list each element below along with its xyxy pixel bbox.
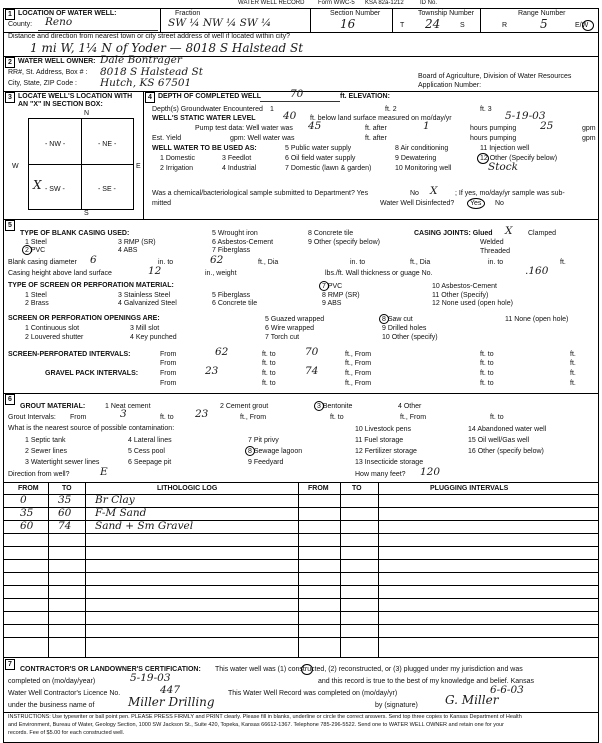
use-feedlot: 3 Feedlot: [222, 155, 252, 162]
joints-clamped: Clamped: [528, 230, 557, 237]
mitted-label: mitted: [152, 200, 172, 207]
business-name: Miller Drilling: [128, 695, 215, 709]
casing-height-label: Casing height above land surface: [8, 270, 112, 277]
static-level-value: 40: [283, 110, 297, 122]
casing-label: TYPE OF BLANK CASING USED:: [20, 230, 130, 237]
opening-other: 10 Other (specify): [382, 334, 438, 341]
perf-ft-from-2: ft., From: [345, 360, 372, 367]
licence-value: 447: [160, 684, 181, 696]
disinfected-yes-circle: [467, 198, 485, 209]
ft-dia-label: ft., Dia: [258, 259, 279, 266]
gravel-ft-to: ft. to: [262, 370, 276, 377]
gw-encountered-label: Depth(s) Groundwater Encountered: [152, 106, 263, 113]
elevation-label: ft. ELEVATION:: [340, 93, 390, 100]
township-label: Township Number: [418, 10, 475, 17]
opening-saw-circle: [379, 314, 389, 324]
log-row-3-to: 74: [58, 520, 72, 532]
instructions-line-3: records. Fee of $5.00 for each constructed well.: [8, 730, 125, 736]
screen-abs: 9 ABS: [322, 300, 342, 307]
use-public: 5 Public water supply: [285, 145, 352, 152]
static-level-tail: ft. below land surface measured on mo/day/yr: [310, 115, 452, 122]
grout-bentonite: 3 Bentonite: [317, 403, 353, 410]
screen-steel: 1 Steel: [25, 292, 47, 299]
use-label: WELL WATER TO BE USED AS:: [152, 145, 257, 152]
true-text: and this record is true to the best of my knowledge and belief. Kansas: [318, 678, 534, 685]
township-t: T: [400, 22, 405, 29]
owner-label: WATER WELL OWNER:: [18, 58, 96, 65]
compass-e: E: [136, 163, 141, 170]
screen-pvc-circle: [319, 281, 329, 291]
casing-asbestos: 6 Asbestos-Cement: [212, 239, 274, 246]
grout-ft-from: ft., From: [240, 414, 267, 421]
fraction-value: SW ¼ NW ¼ SW ¼: [168, 17, 272, 29]
distance-label: Distance and direction from nearest town or city street address of well if located within city?: [8, 33, 291, 40]
application-number-label: Application Number:: [418, 82, 482, 89]
contam-label: What is the nearest source of possible contamination:: [8, 425, 175, 432]
screen-rmp: 8 RMP (SR): [322, 292, 360, 299]
use-dewatering: 9 Dewatering: [395, 155, 437, 162]
log-header-from: FROM: [18, 485, 39, 492]
contam-lagoon-circle: [245, 446, 255, 456]
log-row-1-desc: Br Clay: [95, 494, 135, 506]
est-yield-gpm: gpm: Well water was: [230, 135, 295, 142]
blank-dia-label: Blank casing diameter: [8, 259, 77, 266]
grout-ft-to-2: ft. to: [330, 414, 344, 421]
contam-lagoon: 8 Sewage lagoon: [248, 448, 303, 455]
log-row-2-from: 35: [20, 507, 34, 519]
section-1-number: 1: [5, 9, 15, 20]
grout-ft-to: ft. to: [160, 414, 174, 421]
use-other: 12 Other (Specify below): [480, 155, 558, 162]
gravel-from-label: From: [160, 370, 177, 377]
contam-livestock: 10 Livestock pens: [355, 426, 412, 433]
grout-cement: 2 Cement grout: [220, 403, 269, 410]
grout-from-value: 3: [120, 408, 127, 420]
log-row-3-from: 60: [20, 520, 34, 532]
gw-1: 1: [270, 106, 274, 113]
hours-pumping-label: hours pumping: [470, 125, 517, 132]
casing-pvc: 2 PVC: [25, 247, 46, 254]
casing-pvc-circle: [22, 245, 32, 255]
quad-nw: - NW -: [45, 141, 66, 148]
screen-brass: 2 Brass: [25, 300, 49, 307]
board-label: Board of Agriculture, Division of Water Resources: [418, 73, 572, 80]
gravel-ft-to-2: ft. to: [480, 370, 494, 377]
section-number-label: Section Number: [330, 10, 381, 17]
opening-continuous: 1 Continuous slot: [25, 325, 80, 332]
completed-date: 5-19-03: [130, 672, 171, 684]
ksa-ref: KSA 82a-1212: [365, 0, 404, 6]
joints-welded: Welded: [480, 239, 504, 246]
quad-ne: - NE -: [98, 141, 117, 148]
grout-neat: 1 Neat cement: [105, 403, 151, 410]
form-title: WATER WELL RECORD: [238, 0, 305, 6]
constructed-circle: [301, 664, 313, 675]
perf-from-label: From: [160, 351, 177, 358]
casing-abs: 4 ABS: [118, 247, 138, 254]
section-2-number: 2: [5, 57, 15, 68]
compass-s: S: [84, 210, 89, 217]
gpm-label-2: gpm: [582, 135, 596, 142]
depth-value: 70: [290, 88, 304, 100]
compass-w: W: [12, 163, 19, 170]
grout-intervals-label: Grout Intervals:: [8, 414, 56, 421]
depth-label: DEPTH OF COMPLETED WELL: [158, 93, 262, 100]
fraction-label: Fraction: [175, 10, 201, 17]
after-value: 1: [423, 120, 430, 132]
log-row-2-to: 60: [58, 507, 72, 519]
grout-from-label: From: [70, 414, 87, 421]
screen-label: TYPE OF SCREEN OR PERFORATION MATERIAL:: [8, 282, 174, 289]
gpm-label: gpm: [582, 125, 596, 132]
locate-label: LOCATE WELL'S LOCATION WITH: [18, 93, 133, 100]
city-label: City, State, ZIP Code :: [8, 80, 77, 87]
log-header-to: TO: [62, 485, 72, 492]
after-label: ft. after: [365, 125, 387, 132]
pump-test-label: Pump test data: Well water was: [195, 125, 293, 132]
contam-insecticide: 13 Insecticide storage: [355, 459, 424, 466]
contam-other: 16 Other (specify below): [468, 448, 544, 455]
use-other-value: Stock: [488, 161, 518, 173]
gravel-ft-to-4: ft. to: [480, 380, 494, 387]
gravel-label: GRAVEL PACK INTERVALS:: [45, 370, 139, 377]
gw-3: ft. 3: [480, 106, 492, 113]
chem-sample-label: Was a chemical/bacteriological sample submitted to Department? Yes: [152, 190, 369, 197]
grout-ft-to-3: ft. to: [490, 414, 504, 421]
quad-se: - SE -: [98, 186, 116, 193]
log-header-lithologic: LITHOLOGIC LOG: [157, 485, 218, 492]
contam-cess: 5 Cess pool: [128, 448, 165, 455]
perf-ft-2: ft.: [570, 360, 576, 367]
city-value: Hutch, KS 67501: [100, 77, 192, 89]
east-circle: [582, 20, 594, 31]
county-label: County:: [8, 21, 33, 28]
casing-height-value: 12: [148, 265, 162, 277]
compass-n: N: [84, 110, 90, 117]
contam-pit-privy: 7 Pit privy: [248, 437, 279, 444]
cert-label: CONTRACTOR'S OR LANDOWNER'S CERTIFICATION:: [20, 666, 201, 673]
record-completed-date: 6-6-03: [490, 684, 524, 696]
joints-label: CASING JOINTS: Glued: [414, 230, 493, 237]
section-5-number: 5: [5, 220, 15, 231]
grout-other: 4 Other: [398, 403, 422, 410]
gw-2: ft. 2: [385, 106, 397, 113]
hours-pumping-value: 25: [540, 120, 554, 132]
log-header-to-2: TO: [352, 485, 362, 492]
joints-glued-mark: X: [505, 225, 513, 237]
grout-ft-from-2: ft., From: [400, 414, 427, 421]
in-to-label-2: in. to: [350, 259, 366, 266]
static-date: 5-19-03: [505, 110, 546, 122]
screen-galvanized: 4 Galvanized Steel: [118, 300, 177, 307]
casing-rmp: 3 RMP (SR): [118, 239, 156, 246]
range-value: 5: [540, 17, 548, 31]
grout-to-value: 23: [195, 408, 209, 420]
how-many-feet-label: How many feet?: [355, 471, 406, 478]
address-value: 8018 S Halstead St: [100, 66, 203, 78]
gravel-from-value: 23: [205, 365, 219, 377]
opening-torch: 7 Torch cut: [265, 334, 300, 341]
casing-wrought: 5 Wrought iron: [212, 230, 258, 237]
record-completed-label: This Water Well Record was completed on (mo/day/yr): [228, 690, 398, 697]
perf-to-value: 70: [305, 346, 319, 358]
id-no-label: ID No.: [420, 0, 438, 6]
disinfected-yes: Yes: [470, 200, 482, 207]
contam-septic: 1 Septic tank: [25, 437, 66, 444]
screen-other: 11 Other (Specify): [432, 292, 489, 299]
use-lawn: 7 Domestic (lawn & garden): [285, 165, 372, 172]
opening-mill: 3 Mill slot: [130, 325, 160, 332]
est-yield-label: Est. Yield: [152, 135, 182, 142]
disinfected-label: Water Well Disinfected?: [380, 200, 455, 207]
range-ew: E/W: [575, 22, 589, 29]
range-label: Range Number: [518, 10, 566, 17]
completed-on-label: completed on (mo/day/year): [8, 678, 96, 685]
perf-ft-from: ft., From: [345, 351, 372, 358]
contam-abandoned: 14 Abandoned water well: [468, 426, 547, 433]
gravel-ft-2: ft.: [570, 380, 576, 387]
owner-name: Dale Bontrager: [100, 54, 182, 66]
township-value: 24: [425, 17, 441, 31]
in-to-value: 62: [210, 254, 224, 266]
opening-louvered: 2 Louvered shutter: [25, 334, 84, 341]
ft-dia-label-2: ft., Dia: [410, 259, 431, 266]
after-label-2: ft. after: [365, 135, 387, 142]
log-row-2-desc: F-M Sand: [95, 507, 147, 519]
section-3-number: 3: [5, 92, 15, 103]
casing-steel: 1 Steel: [25, 239, 47, 246]
contam-feedyard: 9 Feedyard: [248, 459, 284, 466]
use-monitoring: 10 Monitoring well: [395, 165, 452, 172]
section-4-number: 4: [145, 92, 155, 103]
log-header-plugging: PLUGGING INTERVALS: [430, 485, 509, 492]
gravel-to-value: 74: [305, 365, 319, 377]
perf-from-label-2: From: [160, 360, 177, 367]
grout-bentonite-circle: [314, 401, 324, 411]
perf-ft-to-4: ft. to: [480, 360, 494, 367]
log-row-1-from: 0: [20, 494, 27, 506]
section-7-number: 7: [5, 659, 15, 670]
quad-sw: - SW -: [45, 186, 65, 193]
contam-lateral: 4 Lateral lines: [128, 437, 172, 444]
screen-asbestos: 10 Asbestos-Cement: [432, 283, 497, 290]
direction-label: Direction from well?: [8, 471, 70, 478]
casing-fiberglass: 7 Fiberglass: [212, 247, 251, 254]
section-number-value: 16: [340, 17, 356, 31]
county-value: Reno: [45, 16, 73, 28]
casing-concrete: 8 Concrete tile: [308, 230, 354, 237]
opening-saw: 8 Saw cut: [382, 316, 413, 323]
chem-no-label: No: [410, 190, 419, 197]
section-6-number: 6: [5, 394, 15, 405]
gravel-ft-from: ft., From: [345, 370, 372, 377]
opening-drilled: 9 Drilled holes: [382, 325, 427, 332]
use-injection: 11 Injection well: [480, 145, 530, 152]
opening-guazed: 5 Guazed wrapped: [265, 316, 325, 323]
screen-fiberglass: 5 Fiberglass: [212, 292, 251, 299]
hours-pumping-label-2: hours pumping: [470, 135, 517, 142]
contam-fertilizer: 12 Fertilizer storage: [355, 448, 417, 455]
log-row-3-desc: Sand + Sm Gravel: [95, 520, 194, 532]
grout-label: GROUT MATERIAL:: [20, 403, 86, 410]
township-s: S: [460, 22, 465, 29]
chem-no-mark: X: [430, 185, 438, 197]
business-label: under the business name of: [8, 702, 95, 709]
contam-seepage: 6 Seepage pit: [128, 459, 172, 466]
perf-from-value: 62: [215, 346, 229, 358]
in-to-label: in. to: [158, 259, 174, 266]
blank-dia-value: 6: [90, 254, 97, 266]
casing-other: 9 Other (specify below): [308, 239, 380, 246]
locate-label-2: AN "X" IN SECTION BOX:: [18, 101, 103, 108]
perf-ft-to-2: ft. to: [480, 351, 494, 358]
form-number: Form WWC-5: [318, 0, 355, 6]
feet-value: 120: [420, 466, 441, 478]
gauge-value: .160: [525, 265, 549, 277]
perf-ft-to-3: ft. to: [262, 360, 276, 367]
gravel-ft-from-2: ft., From: [345, 380, 372, 387]
log-row-1-to: 35: [58, 494, 72, 506]
contam-sewer: 2 Sewer lines: [25, 448, 68, 455]
contam-oil-gas: 15 Oil well/Gas well: [468, 437, 530, 444]
distance-value: 1 mi W, 1¼ N of Yoder — 8018 S Halstead St: [30, 41, 304, 55]
gravel-from-label-2: From: [160, 380, 177, 387]
signature: G. Miller: [445, 693, 499, 707]
perf-label: SCREEN-PERFORATED INTERVALS:: [8, 351, 131, 358]
use-domestic: 1 Domestic: [160, 155, 196, 162]
opening-wire: 6 Wire wrapped: [265, 325, 315, 332]
location-label: LOCATION OF WATER WELL:: [18, 10, 117, 17]
range-r: R: [502, 22, 508, 29]
in-to-label-3: in. to: [488, 259, 504, 266]
disinfected-no: No: [495, 200, 504, 207]
perf-ft: ft.: [570, 351, 576, 358]
wall-thickness-label: lbs./ft. Wall thickness or guage No.: [325, 270, 433, 277]
chem-tail: ; If yes, mo/day/yr sample was sub-: [455, 190, 565, 197]
licence-label: Water Well Contractor's Licence No.: [8, 690, 121, 697]
opening-none: 11 None (open hole): [505, 316, 569, 323]
location-mark: X: [33, 178, 42, 192]
gravel-ft-to-3: ft. to: [262, 380, 276, 387]
gravel-ft: ft.: [570, 370, 576, 377]
weight-label: in., weight: [205, 270, 237, 277]
openings-label: SCREEN OR PERFORATION OPENINGS ARE:: [8, 315, 160, 322]
use-irrigation: 2 Irrigation: [160, 165, 194, 172]
address-label: RR#, St. Address, Box # :: [8, 69, 88, 76]
joints-threaded: Threaded: [480, 248, 510, 255]
contam-watertight: 3 Watertight sewer lines: [25, 459, 100, 466]
perf-ft-to: ft. to: [262, 351, 276, 358]
pump-test-value: 45: [308, 120, 322, 132]
static-level-label: WELL'S STATIC WATER LEVEL: [152, 115, 256, 122]
signature-label: by (signature): [375, 702, 418, 709]
screen-none: 12 None used (open hole): [432, 300, 513, 307]
instructions-line-1: INSTRUCTIONS: Use typewriter or ball point pen. PLEASE PRESS FIRMLY and PRINT clearly. Please fill in blanks, underline or circle the correct answers. Send top three copies to Kansas Department of Health: [8, 714, 522, 720]
ft-label: ft.: [560, 259, 566, 266]
log-header-from-2: FROM: [308, 485, 329, 492]
use-air: 8 Air conditioning: [395, 145, 449, 152]
contam-fuel: 11 Fuel storage: [355, 437, 404, 444]
direction-value: E: [100, 466, 108, 478]
screen-pvc: 7 PVC: [322, 283, 343, 290]
instructions-line-2: and Environment, Bureau of Water, Geology Section, 1000 SW Jackson St., Suite 420, Topeka, Kansas 66612-1367. Telephone 785-296-5522. Send one to WATER WELL OWNER and retain one for your: [8, 722, 504, 728]
use-oil-field: 6 Oil field water supply: [285, 155, 356, 162]
screen-concrete: 6 Concrete tile: [212, 300, 258, 307]
use-industrial: 4 Industrial: [222, 165, 257, 172]
opening-key: 4 Key punched: [130, 334, 177, 341]
cert-text: This water well was (1) constructed, (2) reconstructed, or (3) plugged under my jurisdiction and was: [215, 666, 523, 673]
screen-stainless: 3 Stainless Steel: [118, 292, 171, 299]
